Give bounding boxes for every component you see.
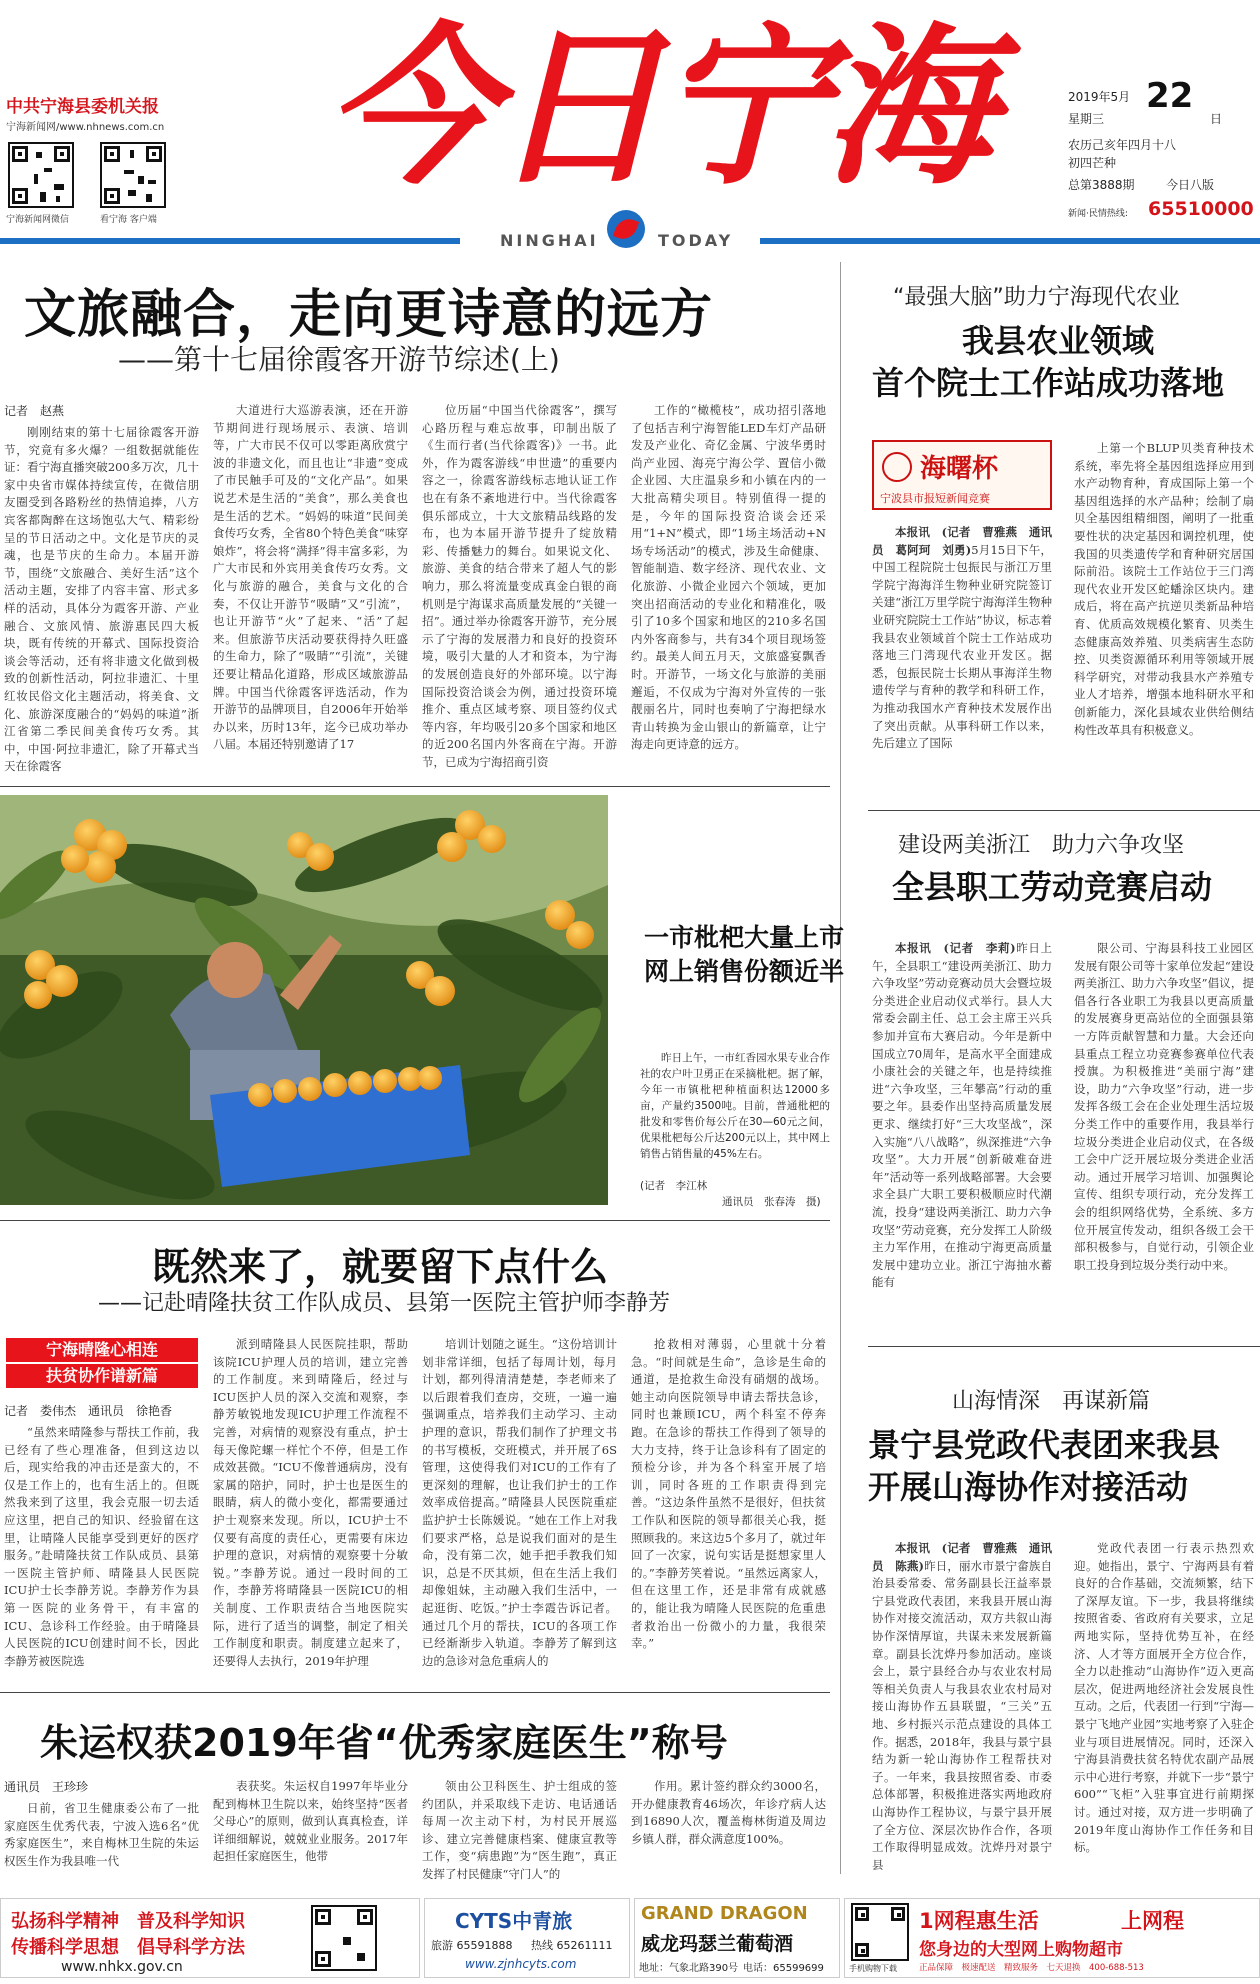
qr-code-wechat xyxy=(8,142,74,208)
lead-column-2: 大道进行大巡游表演，还在开游节期间进行现场展示、表演、培训等，广大市民不仅可以零距离欣赏宁波的非遗文化，而且也让“非遗”变成了市民触手可及的“文化产品”。如果说艺术是生活的“美食”，那么美食也是生活的艺术。“妈妈的味道”民间美食传巧女秀，全省80个特色美食“味穿娘炸”，将会将“满择”得丰富多彩，为广大市民和外宾用美食传巧女秀。文化与旅游的融合，美食与文化的合奏，不仅让开游节“吸睛”又“引流”，也让开游节“火”了起来、“活”了起来。但旅游节庆活动要获得持久旺盛的生命力，除了“吸睛”“引流”，关键还要让精品化道路，形成区域旅游品牌。中国当代徐霞客评选活动，作为开游节的品牌项目，自2006年开始举办以来，历时13年，迄今已成功举办八届。本届还特别邀请了17 xyxy=(213,403,408,752)
ad4-footer: 正品保障 极速配送 精致服务 七天退换 400-688-513 xyxy=(919,1963,1144,1973)
ad-online-shop[interactable] xyxy=(844,1898,1260,1978)
right3-byline: 本报讯 (记者 曹雅燕 通讯员 陈燕) xyxy=(872,1541,1052,1573)
story2-tag-1: 宁海晴隆心相连 xyxy=(6,1338,198,1362)
ad-wine[interactable] xyxy=(634,1898,840,1978)
masthead-logo-icon xyxy=(607,210,645,248)
photo-bottom-rule xyxy=(0,1220,830,1221)
right1-column-2: 上第一个BLUP贝类育种技术系统，率先将全基因组选择应用到水产动物育种，育成国际上第一个基因组选择的水产品种；绘制了扇贝全基因组精细图，阐明了一批重要性状的决定基因和调控机理，使我国的贝类遗传学和育种研究居国际前沿。该院士工作站位于三门湾现代农业开发区蛇蟠涂区块内。建成后，将在高产抗逆贝类新品种培育、优质高效规模化繁育、贝类生态健康高效养殖、贝类病害生态防控、贝类资源循环利用等领域开展科学研究，对带动我县水产养殖专业人才培养，增强本地科研水平和创新能力，深化县域农业供给侧结构性改革具有积极意义。 xyxy=(1074,441,1254,737)
photo-headline-2[interactable]: 网上销售份额近半 xyxy=(644,957,845,986)
ad4-qr-label: 手机购物下载 xyxy=(849,1964,897,1973)
story2-subheadline: ——记赴晴隆扶贫工作队成员、县第一医院主管护师李静芳 xyxy=(98,1291,671,1316)
ad2-url[interactable]: www.zjnhcyts.com xyxy=(465,1957,577,1971)
story3-column-4: 作用。累计签约群众约3000名，开办健康教育46场次，年诊疗病人达到16890人次，覆盖梅林街道及周边乡镇人群，群众满意度100%。 xyxy=(631,1779,826,1846)
ad-cyts[interactable] xyxy=(424,1898,630,1978)
right3-title-1[interactable]: 景宁县党政代表团来我县 xyxy=(868,1426,1221,1464)
ad2-phone-2: 热线 65261111 xyxy=(531,1939,613,1952)
right2-byline: 本报讯 (记者 李莉) xyxy=(895,941,1016,955)
right3-kicker: 山海情深 再谋新篇 xyxy=(952,1389,1151,1414)
story2-bottom-rule xyxy=(0,1692,830,1693)
newspaper-title: 今日宁海 xyxy=(325,5,989,208)
photo-credit-1: (记者 李江林 xyxy=(640,1180,708,1192)
issue-number: 总第3888期 xyxy=(1068,178,1135,192)
right2-title[interactable]: 全县职工劳动竞赛启动 xyxy=(892,868,1213,906)
photo-caption: 昨日上午，一市红香园水果专业合作社的农户叶卫勇正在采摘枇杷。据了解，今年一市镇枇杷种植面积达12000多亩，产量约3500吨。目前，普通枇杷的批发和零售价每公斤在30—60元之间，优果枇杷每公斤达200元以上，其中网上销售占销售量的45%左右。 xyxy=(640,1052,830,1160)
right1-title-1[interactable]: 我县农业领域 xyxy=(962,322,1155,360)
badge-title: 海曙杯 xyxy=(920,454,999,484)
column-divider xyxy=(840,262,841,1874)
ad3-product: 威龙玛瑟兰葡萄酒 xyxy=(641,1933,794,1955)
right1-title-2[interactable]: 首个院士工作站成功落地 xyxy=(872,364,1225,402)
party-organ-label: 中共宁海县委机关报 xyxy=(6,97,159,117)
en-title-right: TODAY xyxy=(658,231,734,250)
competition-badge xyxy=(872,440,1052,510)
weekday: 星期三 xyxy=(1068,112,1105,126)
right1-byline: 本报讯 (记者 曹雅燕 通讯员 葛阿珂 刘勇) xyxy=(872,525,1052,557)
ad4-headline: 上网程 xyxy=(1121,1909,1184,1933)
right3-title-2[interactable]: 开展山海协作对接活动 xyxy=(868,1468,1189,1506)
lead-column-4: 工作的“橄榄枝”，成功招引落地了包括吉利宁海智能LED车灯产品研发及产业化、奇亿金属、宁波华勇时尚产业园、海亮宁海公学、置信小微企业园、大庄温泉乡和小镇在内的一大批高精尖项目。特别值得一提的是，今年的国际投资洽谈会还采用“1+N”模式，即“1场主场活动+N场专场活动”的模式，涉及生命健康、智能制造、数字经济、现代农业、文化旅游、小微企业园六个领域，更加突出招商活动的专业化和精准化，吸引了10多个国家和地区的210多名国内外客商参与，共有34个项目现场签约。最美人间五月天，文旅盛宴飘香时。开游节，一场文化与旅游的美丽邂逅，不仅成为宁海对外宣传的一张靓丽名片，同时也奏响了宁海把绿水青山转换为金山银山的新篇章，让宁海走向更诗意的远方。 xyxy=(631,403,826,752)
right2-column-1: 本报讯 (记者 李莉)昨日上午，全县职工“建设两美浙江、助力六争攻坚”劳动竞赛动员大会暨垃圾分类进企业启动仪式举行。县人大常委会副主任、总工会主席王兴兵参加并宣布大赛启动。今年是新中国成立70周年，是高水平全面建成小康社会的关键之年，也是持续推进“六争攻坚，三年攀高”行动的重要之年。县委作出坚持高质量发展更求、继续打好“三大攻坚战”，深入实施“八八战略”，纵深推进“六争攻坚”。大力开展“创新破难奋进年”活动等一系列战略部署。大会要求全县广大职工要积极顺应时代潮流，投身“建设两美浙江、助力六争攻坚”劳动竞赛，充分发挥工人阶级主力军作用，在推动宁海更高质量发展中建功立业。浙江宁海抽水蓄能有 xyxy=(872,941,1052,1290)
ad4-brand: 1网程惠生活 xyxy=(919,1909,1039,1933)
story2-column-3: 培训计划随之诞生。“这份培训计划非常详细，包括了每周计划，每月计划，都列得清清楚楚，李老师来了以后跟着我们查房，交班，一遍一遍强调重点，培养我们主动学习、主动护理的意识，帮我们制作了护理文书的书写模板，交班模式，并开展了6S管理，这使得我们对ICU的工作有了更深刻的理解，也让我们护士的工作效率成倍提高。”晴隆县人民医院重症监护护士长陈媛说。“她在工作上对我们要求严格，总是说我们面对的是生命，没有第二次，她手把手教我们知识，总是不厌其烦，但在生活上我们却像姐妹，主动融入我们生活中，一起逛街、吃饭。”护士李霞告诉记者。通过几个月的帮扶，ICU的各项工作已经渐渐步入轨道。李静芳了解到这边的急诊对急危重病人的 xyxy=(422,1337,617,1668)
story2-column-1: “虽然来晴隆参与帮扶工作前，我已经有了些心理准备，但到这边以后，现实给我的冲击还是蛮大的，不仅是工作上的，也有生活上的。但既然我来到了这里，我会克服一切去适应这里，把自己的知识、经验留在这里，让晴隆人民能享受到更好的医疗服务。”赴晴隆扶贫工作队成员、县第一医院主管护师、晴隆县人民医院ICU护士长李静芳说。李静芳作为县第一医院的业务骨干，有丰富的ICU、急诊科工作经验。由于晴隆县人民医院的ICU创建时间不长，因此李静芳被医院选 xyxy=(4,1425,199,1668)
photo-headline-1[interactable]: 一市枇杷大量上市 xyxy=(644,923,845,952)
lead-bottom-rule xyxy=(0,786,830,787)
story2-tag-2: 扶贫协作谱新篇 xyxy=(6,1364,198,1388)
story2-headline[interactable]: 既然来了，就要留下点什么 xyxy=(152,1245,609,1289)
lead-column-1: 刚刚结束的第十七届徐霞客开游节，究竟有多火爆？一组数据就能佐证：看宁海直播突破200多万次，几十家中央省市媒体持续宣传，在微信朋友圈受到各路粉丝的热情追捧，八方宾客都陶醉在这场饱弘大气、精彩纷呈的节日活动之中。文化是节庆的灵魂，也是节庆的生命力。本届开游节，围绕“文旅融合、美好生活”这个活动主题，安排了内容丰富、形式多样的活动，具体分为霞客开游、产业融合、文旅风情、旅游惠民四大板块，既有传统的开幕式、国际投资洽谈会等活动，还有将非遗文化做到极致的创新性活动，阿拉非遗汇、十里红妆民俗文化主题活动，将美食、文化、旅游深度融合的“妈妈的味道”浙江省第二季民间美食传巧女秀。其中，中国·阿拉非遗汇，除了开幕式当天在徐霞客 xyxy=(4,425,199,774)
ad2-phone-1: 旅游 65591888 xyxy=(431,1939,513,1952)
masthead-band-left xyxy=(0,238,460,244)
loquat-photo xyxy=(0,795,608,1205)
story3-byline: 通讯员 王珍珍 xyxy=(4,1780,89,1794)
ad2-brand: CYTS中青旅 xyxy=(455,1909,573,1933)
story3-headline[interactable]: 朱运权获2019年省“优秀家庭医生”称号 xyxy=(40,1721,728,1765)
story3-column-1: 日前，省卫生健康委公布了一批家庭医生优秀代表，宁波入选6名“优秀家庭医生”，来自梅林卫生院的朱运权医生作为我县唯一代 xyxy=(4,1801,199,1868)
loquat-photo-art xyxy=(0,795,608,1205)
ad1-slogan-1: 弘扬科学精神 普及科学知识 xyxy=(11,1911,245,1932)
right1-kicker: “最强大脑”助力宁海现代农业 xyxy=(893,285,1180,310)
photo-credit-2: 通讯员 张春涛 摄) xyxy=(722,1196,821,1208)
ad3-phone: 电话：65599699 xyxy=(743,1963,824,1974)
ad3-address: 地址：气象北路390号 xyxy=(639,1963,739,1974)
hotline-label: 新闻·民情热线: xyxy=(1068,209,1128,219)
qr-code-app xyxy=(100,142,166,208)
date-line: 2019年5月 xyxy=(1068,90,1131,104)
masthead-band-right xyxy=(760,238,1260,244)
lunar-date: 农历己亥年四月十八 xyxy=(1068,138,1177,152)
right3-column-2: 党政代表团一行表示热烈欢迎。她指出，景宁、宁海两县有着良好的合作基础，交流频繁，结下了深厚友谊。下一步，我县将继续按照省委、省政府有关要求，立足两地实际，坚持优势互补，在经济、人才等方面展开全方位合作，全力以赴推动“山海协作”迈入更高层次，促进两地经济社会发展良性互动。之后，代表团一行到“宁海—景宁飞地产业园”实地考察了入驻企业与项目进展情况。同时，还深入宁海县消费扶贫名特优农副产品展示中心进行考察，并就下一步“景宁600”“飞柜”入驻事宜进行前期探讨。通过对接，双方进一步明确了2019年度山海协作工作任务和目标。 xyxy=(1074,1541,1254,1855)
ad1-url[interactable]: www.nhkx.gov.cn xyxy=(61,1959,183,1975)
story2-byline: 记者 娄伟杰 通讯员 徐艳香 xyxy=(4,1404,173,1418)
ad1-qr-code xyxy=(311,1905,377,1971)
website-label[interactable]: 宁海新闻网/www.nhnews.com.cn xyxy=(6,122,165,133)
right2-column-2: 限公司、宁海县科技工业园区发展有限公司等十家单位发起“建设两美浙江、助力六争攻坚”倡议，提倡各行各业职工为我县以更高质量的发展赛身更高站位的全面强县第一方阵贡献智慧和力量。大会还向县重点工程立功竞赛参赛单位代表授旗。为积极推进“美丽宁海”建设，助力“六争攻坚”行动，进一步发挥各级工会在企业处理生活垃圾分类工作中的重要作用，我县举行垃圾分类进企业启动仪式，在各级工会中广泛开展垃圾分类进企业活动。通过开展学习培训、加强舆论宣传、组织专项行动，充分发挥工会的组织网络优势，全系统、多方位开展宣传发动，组织各级工会干部积极参与，自觉行动，引领企业职工投身到垃圾分类行动中来。 xyxy=(1074,941,1254,1272)
right2-bottom-rule xyxy=(868,1346,1260,1347)
lead-column-3: 位历届“中国当代徐霞客”，撰写心路历程与难忘故事，印制出版了《生而行者(当代徐霞客)》一书。此外，作为霞客游线“申世遗”的重要内容之一，徐霞客游线标志地认证工作也在有条不紊地进行中。当代徐霞客俱乐部成立，十大文旅精品线路的发布，也为本届开游节提升了绽放精彩、传播魅力的舞台。如果说文化、旅游、美食的结合带来了超人气的影响力，那么将流量变成真金白银的商机则是宁海谋求高质量发展的“关键一招”。通过举办徐霞客开游节，充分展示了宁海的发展潜力和良好的投资环境，吸引大量的人才和资本，为宁海的发展创造良好的外部环境。以宁海国际投资洽谈会为例，通过投资环境推介、重点区域考察、项目签约仪式等内容，年均吸引20多个国家和地区的近200名国内外客商在宁海。开游节，已成为宁海招商引资 xyxy=(422,403,617,769)
ad1-slogan-2: 传播科学思想 倡导科学方法 xyxy=(11,1937,245,1958)
en-title-left: NINGHAI xyxy=(500,231,599,250)
hotline-number: 65510000 xyxy=(1148,198,1254,220)
solar-term: 初四芒种 xyxy=(1068,156,1117,170)
badge-subtitle: 宁波县市报短新闻竞赛 xyxy=(880,492,990,505)
lead-headline[interactable]: 文旅融合，走向更诗意的远方 xyxy=(24,285,714,345)
ad3-brand: GRAND DRAGON xyxy=(641,1903,808,1924)
story3-column-2: 表获奖。朱运权自1997年毕业分配到梅林卫生院以来，始终坚持“医者父母心”的原则，做到认真真检查，详详细细解说，兢兢业业服务。2017年起担任家庭医生，他带 xyxy=(213,1779,408,1864)
badge-emblem-icon xyxy=(882,452,912,482)
ad4-qr-code xyxy=(851,1903,909,1961)
story2-column-4: 抢救相对薄弱，心里就十分着急。“时间就是生命”，急诊是生命的通道，是抢救生命没有硝烟的战场。她主动向医院领导申请去帮扶急诊，同时也兼顾ICU，两个科室不停奔跑。在急诊的帮扶工作得到了领导的大力支持，终于让急诊科有了固定的预检分诊，并为各个科室开展了培训，同时各班的工作职责得到完善。“这边条件虽然不是很好，但扶贫工作队和医院的领导都很关心我，挺照顾我的。来这边5个多月了，就过年回了一次家，说句实话是挺想家里人的。”李静芳笑着说。“虽然远离家人，但在这里工作，还是非常有成就感的，能让我为晴隆人民医院的危重患者救治出一份微小的力量，我很荣幸。” xyxy=(631,1337,826,1651)
date-day-suffix: 日 xyxy=(1210,112,1223,126)
story3-column-3: 领由公卫科医生、护士组成的签约团队，并采取线下走访、电话通话每周一次主动下村，为村民开展巡诊、建立完善健康档案、健康宣教等工作，变“病患跑”为“医生跑”，真正发挥了村民健康“守门人”的 xyxy=(422,1779,617,1880)
ad4-tagline: 您身边的大型网上购物超市 xyxy=(919,1940,1123,1960)
qr2-label: 看宁海 客户端 xyxy=(100,215,157,225)
story2-column-2: 派到晴隆县人民医院挂职，帮助该院ICU护理人员的培训，建立完善的工作制度。来到晴隆后，经过与ICU医护人员的深入交流和观察，李静芳敏锐地发现ICU护理工作流程不完善，对病情的观察没有重点，护士每天像陀螺一样忙个不停，但是工作成效甚微。“ICU不像普通病房，没有家属的陪护，同时，护士也是医生的眼睛，病人的微小变化，都需要通过护士观察来发现。所以，ICU护士不仅要有高度的责任心，更需要有床边护理的意识，对病情的观察要十分敏锐。”李静芳说。通过一段时间的工作，李静芳将晴隆县一医院ICU的相关制度、工作职责结合当地医院实际，进行了适当的调整，制定了相关工作制度和职责。制度建立起来了，还要得人去执行，2019年护理 xyxy=(213,1337,408,1668)
lead-subheadline: ——第十七届徐霞客开游节综述(上) xyxy=(118,343,560,376)
right1-bottom-rule xyxy=(868,810,1260,811)
right2-kicker: 建设两美浙江 助力六争攻坚 xyxy=(898,833,1185,858)
lead-byline: 记者 赵燕 xyxy=(4,404,65,418)
date-day: 22 xyxy=(1146,76,1194,116)
qr1-label: 宁海新闻网微信 xyxy=(6,215,70,225)
page-count: 今日八版 xyxy=(1166,178,1215,192)
ad-science[interactable] xyxy=(0,1898,420,1978)
right3-column-1: 本报讯 (记者 曹雅燕 通讯员 陈燕)昨日，丽水市景宁畲族自治县委常委、常务副县长汪益率景宁县党政代表团，来我县开展山海协作对接交流活动，双方共叙山海协作深情厚谊，共谋未来发展新篇章。副县长沈烨丹参加活动。座谈会上，景宁县经合办与农业农村局等相关负责人与我县农业农村局对接山海协作五县联盟，“三关”五地、乡村振兴示范点建设的具体工作。据悉，2018年，我县与景宁县结为新一轮山海协作工程帮扶对子。一年来，我县按照省委、市委总体部署，积极推进落实两地政府山海协作工程协议，与景宁县开展了全方位、深层次协作合作，各项工作取得明显成效。沈烨丹对景宁县 xyxy=(872,1541,1052,1872)
right1-column-1: 本报讯 (记者 曹雅燕 通讯员 葛阿珂 刘勇)5月15日下午，中国工程院院士包振民与浙江万里学院宁海海洋生物种业研究院签订关建“浙江万里学院宁海海洋生物种业研究院院士工作站”协议，标志着我县农业领域首个院士工作站成功落地三门湾现代农业开发区。据悉，包振民院士长期从事海洋生物遗传学与育种的教学和科研工作，为推动我国水产育种技术发展作出了突出贡献。从事科研工作以来，先后建立了国际 xyxy=(872,525,1052,751)
